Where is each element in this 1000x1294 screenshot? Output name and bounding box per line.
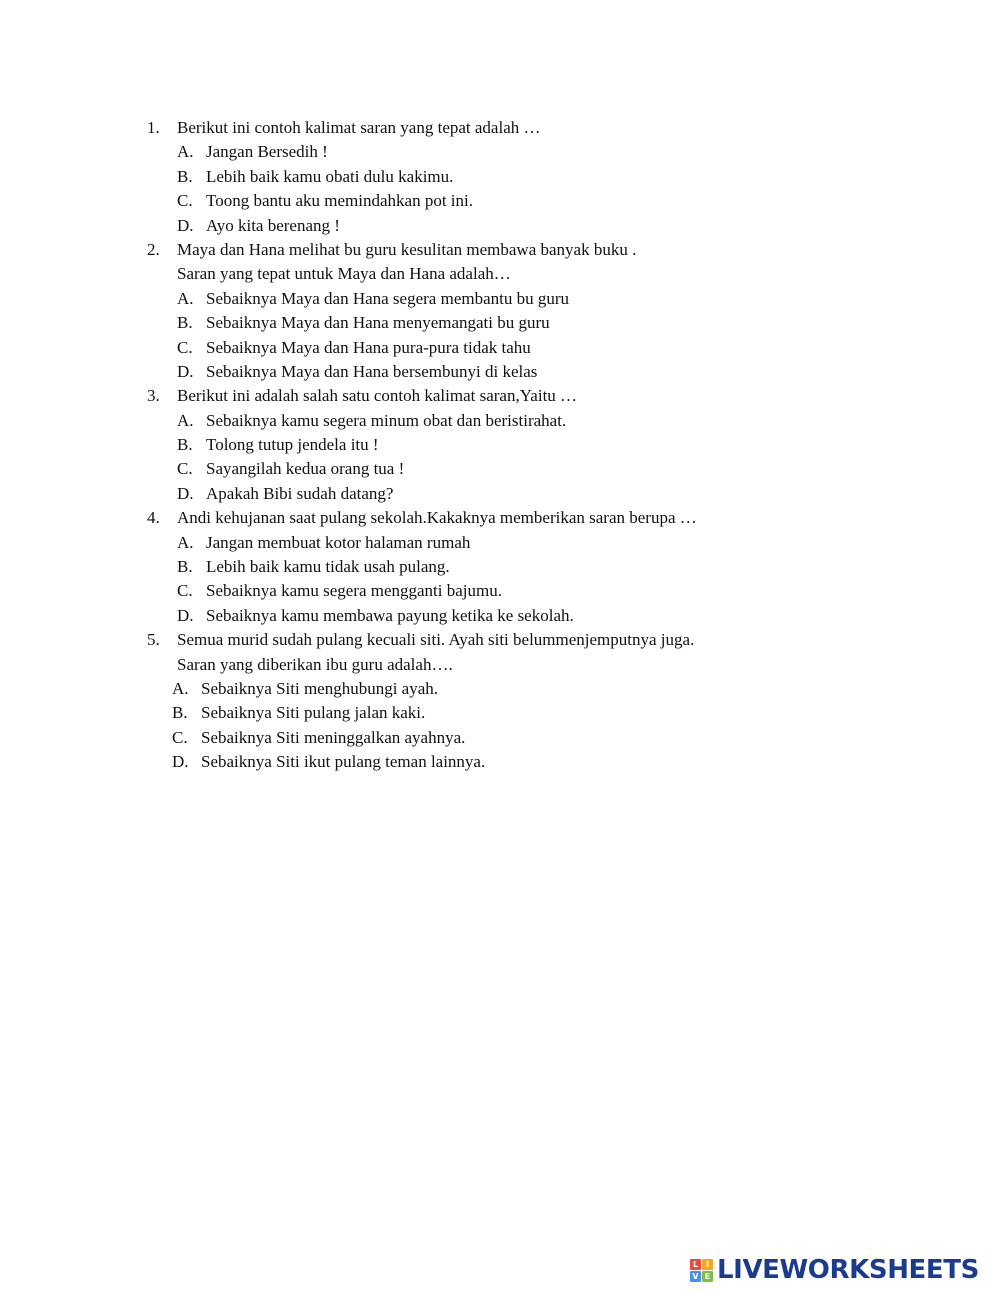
question-3 [0,384,1000,506]
question-line [0,238,1000,262]
option-d [0,360,1000,384]
option-d [0,214,1000,238]
option-text: Tolong tutup jendela itu ! [206,435,379,455]
option-letter: D. [177,483,194,503]
option-a [0,531,1000,555]
logo-square-e: E [702,1271,713,1282]
option-a [0,287,1000,311]
option-text: Sebaiknya kamu membawa payung ketika ke sekolah. [206,605,574,625]
option-text: Toong bantu aku memindahkan pot ini. [206,191,473,211]
question-number: 3. [147,386,160,406]
option-text: Sayangilah kedua orang tua ! [206,459,405,479]
option-text: Sebaiknya kamu segera mengganti bajumu. [206,581,502,601]
option-c [0,726,1000,750]
option-d [0,604,1000,628]
question-line [0,384,1000,408]
option-text: Sebaiknya Siti meninggalkan ayahnya. [201,727,466,747]
question-number: 1. [147,118,160,137]
question-line [0,628,1000,652]
question-text: Semua murid sudah pulang kecuali siti. Ayah siti belummenjemputnya juga. [177,630,695,650]
logo-square-i: I [702,1259,713,1270]
option-b [0,555,1000,579]
option-letter: B. [172,703,188,723]
option-c [0,579,1000,603]
question-line [0,116,1000,140]
option-letter: B. [177,313,193,333]
option-text: Jangan Bersedih ! [206,142,328,162]
option-a [0,409,1000,433]
question-number: 2. [147,239,160,259]
worksheet [0,116,1000,775]
option-text: Sebaiknya Siti pulang jalan kaki. [201,703,426,723]
option-text: Jangan membuat kotor halaman rumah [206,532,471,552]
question-5 [0,628,1000,774]
logo-square-l: L [690,1259,701,1270]
option-letter: A. [177,288,194,308]
logo-square-v: V [690,1271,701,1282]
question-line [0,506,1000,530]
option-letter: B. [177,166,193,186]
option-text: Ayo kita berenang ! [206,215,340,235]
option-letter: C. [177,337,193,357]
option-text: Apakah Bibi sudah datang? [206,483,394,503]
brand-name: LIVEWORKSHEETS [717,1255,979,1285]
option-a [0,677,1000,701]
question-text: Andi kehujanan saat pulang sekolah.Kakaknya memberikan saran berupa … [177,508,697,528]
question-2 [0,238,1000,384]
live-logo-icon [690,1259,713,1282]
option-letter: D. [177,361,194,381]
option-text: Sebaiknya Maya dan Hana menyemangati bu guru [206,313,550,333]
question-4 [0,506,1000,628]
option-b [0,311,1000,335]
option-letter: A. [177,532,194,552]
liveworksheets-logo [690,1254,979,1286]
option-letter: B. [177,435,193,455]
option-b [0,701,1000,725]
option-c [0,189,1000,213]
option-c [0,457,1000,481]
option-letter: A. [172,678,189,698]
option-text: Lebih baik kamu obati dulu kakimu. [206,166,454,186]
question-text: Berikut ini contoh kalimat saran yang tepat adalah … [177,118,541,137]
option-text: Lebih baik kamu tidak usah pulang. [206,557,450,577]
option-letter: C. [177,581,193,601]
option-text: Sebaiknya Maya dan Hana pura-pura tidak tahu [206,337,531,357]
option-letter: B. [177,557,193,577]
question-number: 5. [147,630,160,650]
option-c [0,336,1000,360]
option-d [0,750,1000,774]
option-letter: A. [177,410,194,430]
option-text: Sebaiknya kamu segera minum obat dan beristirahat. [206,410,567,430]
option-letter: C. [172,727,188,747]
option-letter: D. [177,605,194,625]
option-text: Sebaiknya Maya dan Hana bersembunyi di kelas [206,361,538,381]
question-text: Maya dan Hana melihat bu guru kesulitan membawa banyak buku . [177,239,637,259]
question-text: Saran yang diberikan ibu guru adalah…. [177,654,453,674]
option-text: Sebaiknya Maya dan Hana segera membantu bu guru [206,288,570,308]
option-text: Sebaiknya Siti ikut pulang teman lainnya. [201,752,486,772]
option-b [0,433,1000,457]
question-1 [0,116,1000,238]
option-a [0,140,1000,164]
option-d [0,482,1000,506]
question-text: Berikut ini adalah salah satu contoh kalimat saran,Yaitu … [177,386,578,406]
option-letter: C. [177,459,193,479]
option-letter: D. [172,752,189,772]
option-letter: C. [177,191,193,211]
option-text: Sebaiknya Siti menghubungi ayah. [201,678,439,698]
question-line [0,653,1000,677]
question-text: Saran yang tepat untuk Maya dan Hana adalah… [177,264,511,284]
question-number: 4. [147,508,160,528]
option-letter: D. [177,215,194,235]
option-letter: A. [177,142,194,162]
question-line [0,262,1000,286]
option-b [0,165,1000,189]
